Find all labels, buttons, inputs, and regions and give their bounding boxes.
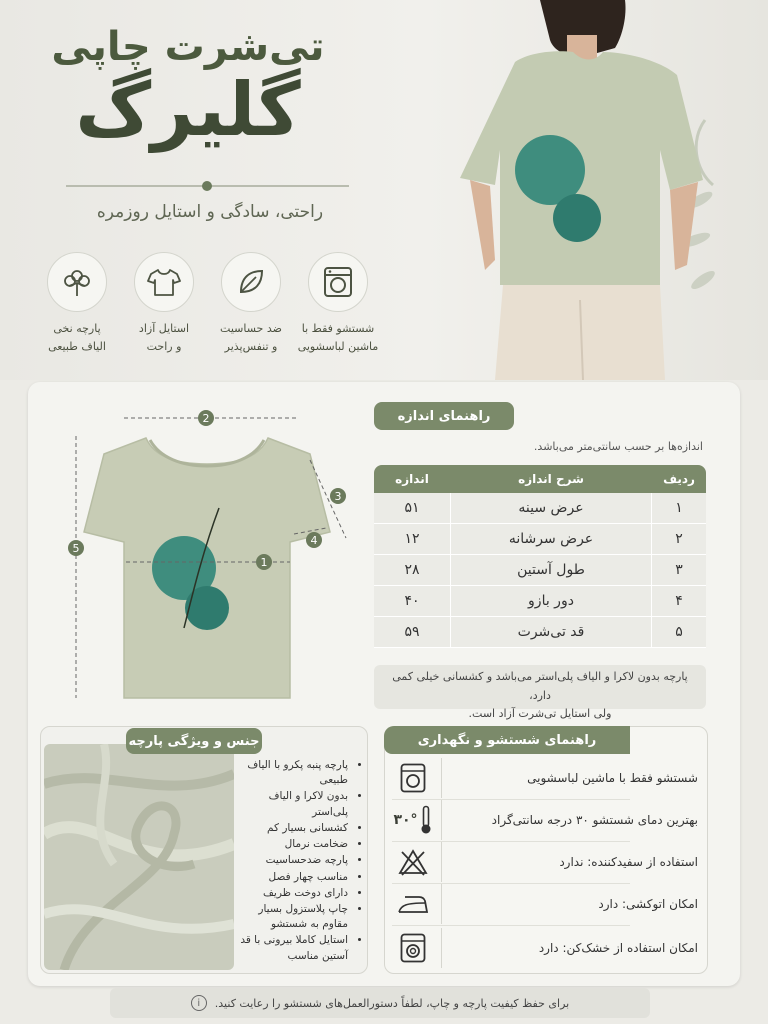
cell-row: ۵ [652,617,706,648]
list-item: • چاپ پلاستزول بسیار مقاوم به شستشو [234,902,348,932]
svg-text:4: 4 [310,534,318,547]
care-row-iron [384,884,708,924]
cell-desc: طول آستین [450,555,652,586]
header-desc: شرح اندازه [450,465,652,493]
cell-size: ۵۱ [374,493,450,524]
cell-desc: قد تی‌شرت [450,617,652,648]
table-row [374,493,706,524]
size-guide-title: راهنمای اندازه [374,402,514,430]
fabric-note-line1: پارچه بدون لاکرا و الیاف پلی‌استر می‌باشد و کشسانی خیلی کمی دارد، [392,670,688,702]
cell-row: ۳ [652,555,706,586]
fabric-stretch-note [374,665,706,721]
marker-3 [330,488,346,504]
tshirt-size-diagram [64,408,354,708]
feature-wash [296,252,380,355]
care-row-wash [384,758,708,798]
size-guide-note: اندازه‌ها بر حسب سانتی‌متر می‌باشد. [533,440,703,453]
thermometer-icon [384,800,442,840]
fabric-note-line2: ولی استایل تی‌شرت آزاد است. [468,707,612,721]
care-row-dryer [384,928,708,968]
list-item: • کشسانی بسیار کم [234,821,348,836]
cell-size: ۵۹ [374,617,450,648]
svg-text:1: 1 [260,556,268,569]
care-text: بهترین دمای شستشو ۳۰ درجه سانتی‌گراد [491,813,698,827]
size-table-header [374,465,706,493]
washing-machine-icon [308,252,368,312]
size-table [374,465,706,648]
divider-dot [202,181,212,191]
feature-label-line2: و راحت [146,339,182,353]
cell-desc: عرض سینه [450,493,652,524]
feature-label-line2: ماشین لباسشویی [297,339,379,353]
table-row [374,524,706,555]
cotton-icon [47,252,107,312]
feature-antiallergy [209,252,293,355]
leaf-icon [221,252,281,312]
list-item: • بدون لاکرا و الیاف پلی‌استر [234,789,348,819]
iron-icon [384,884,442,924]
care-text: استفاده از سفیدکننده: ندارد [559,855,698,869]
header-row: ردیف [652,465,706,493]
temperature-label: ۳۰° [393,812,418,828]
cell-desc: دور بازو [450,586,652,617]
feature-label-line1: پارچه نخی [53,322,101,335]
cell-row: ۴ [652,586,706,617]
list-item: • دارای دوخت ظریف [234,886,348,901]
model-photo [455,0,715,380]
fabric-title: جنس و ویژگی پارچه [126,728,262,754]
svg-text:3: 3 [334,490,342,503]
cell-desc: عرض سرشانه [450,524,652,555]
cell-size: ۴۰ [374,586,450,617]
feature-label-line1: ضد حساسیت [220,322,282,335]
list-item: • ضخامت نرمال [234,837,348,852]
table-row [374,555,706,586]
svg-text:2: 2 [202,412,210,425]
care-title: راهنمای شستشو و نگهداری [384,726,630,754]
marker-5 [68,540,84,556]
washing-machine-icon [384,758,442,798]
fabric-features-list [234,758,360,965]
list-item: • مناسب چهار فصل [234,870,348,885]
product-title-line2: گلیرگ [75,67,301,153]
table-row [374,586,706,617]
cell-row: ۱ [652,493,706,524]
care-row-bleach [384,842,708,882]
feature-label-line2: و تنفس‌پذیر [224,339,278,353]
product-title-line1: تی‌شرت چاپی [51,24,325,70]
svg-text:5: 5 [72,542,80,555]
list-item: • پارچه پنبه پکرو با الیاف طبیعی [234,758,348,788]
list-item: • پارچه ضدحساسیت [234,853,348,868]
cell-row: ۲ [652,524,706,555]
list-item: • استایل کاملا بیرونی با قد آستین مناسب [234,933,348,963]
feature-label-line2: الیاف طبیعی [48,339,106,353]
care-text: امکان استفاده از خشک‌کن: دارد [538,941,698,955]
feature-label-line1: استایل آزاد [138,322,190,335]
feature-label-line1: شستشو فقط با [301,322,375,335]
product-subtitle: راحتی، سادگی و استایل روزمره [96,202,324,222]
marker-2 [198,410,214,426]
marker-4 [306,532,322,548]
marker-1 [256,554,272,570]
tshirt-icon [134,252,194,312]
dryer-icon [384,928,442,968]
feature-style [122,252,206,355]
care-text: امکان اتوکشی: دارد [598,897,698,911]
table-row [374,617,706,648]
cell-size: ۲۸ [374,555,450,586]
care-text: شستشو فقط با ماشین لباسشویی [527,771,698,785]
fabric-photo [44,744,234,970]
care-divider [392,925,630,926]
footer-text: برای حفظ کیفیت پارچه و چاپ، لطفاً دستورالعمل‌های شستشو را رعایت کنید. [214,996,570,1010]
info-icon: i [191,995,207,1011]
footer-notice [110,988,650,1018]
cell-size: ۱۲ [374,524,450,555]
no-bleach-icon [384,842,442,882]
care-row-temp [384,800,708,840]
feature-cotton [35,252,119,355]
header-size: اندازه [374,465,450,493]
